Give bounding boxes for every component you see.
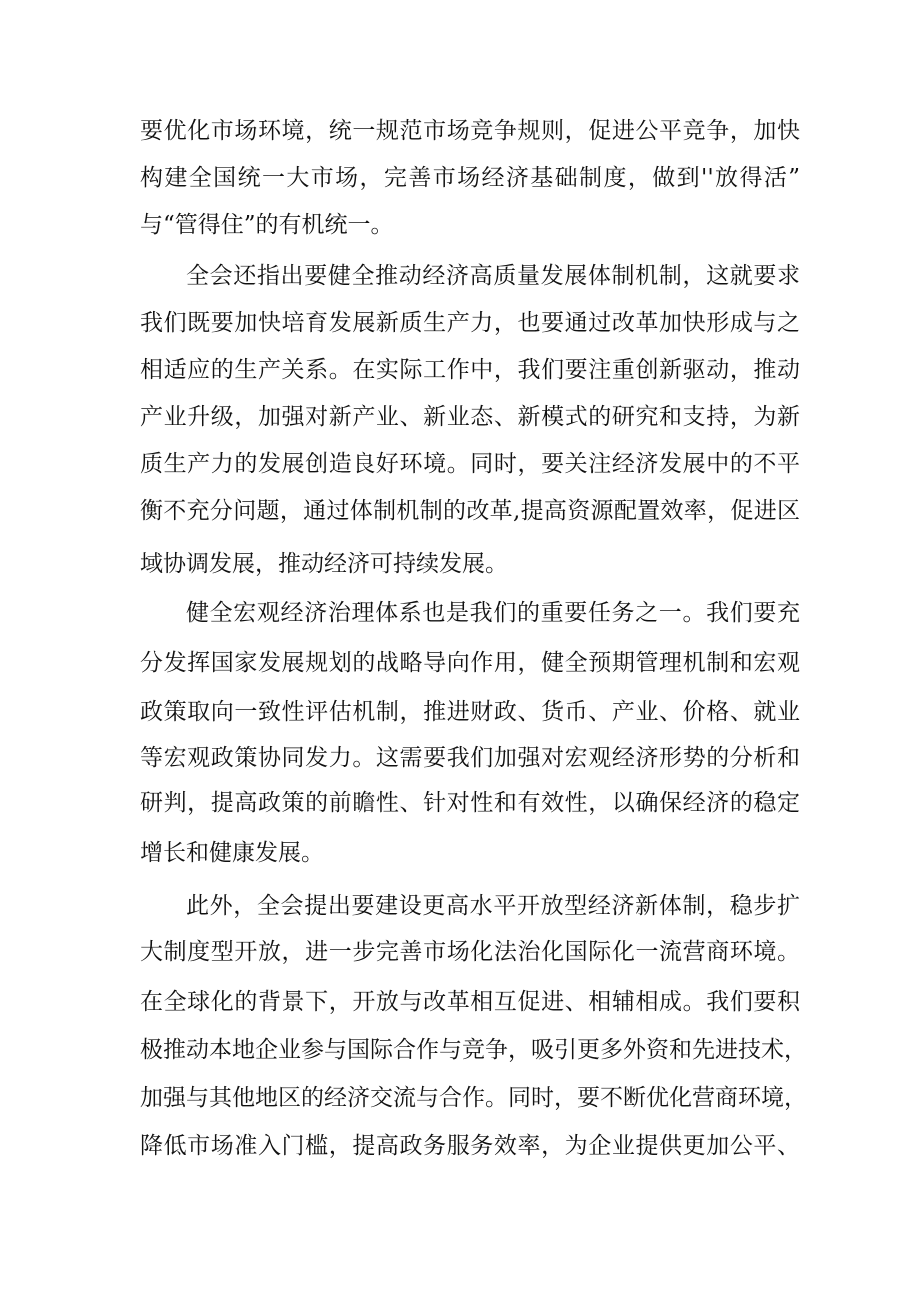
text-line: 构建全国统一大市场，完善市场经济基础制度，做到''放得活” <box>140 165 800 191</box>
text-line: 政策取向一致性评估机制，推进财政、货币、产业、价格、就业 <box>140 699 800 725</box>
text-line: 此外，全会提出要建设更高水平开放型经济新体制，稳步扩 <box>186 893 800 919</box>
text-line: 极推动本地企业参与国际合作与竞争，吸引更多外资和先进技术， <box>140 1037 807 1063</box>
text-line: 大制度型开放，进一步完善市场化法治化国际化一流营商环境。 <box>140 939 800 965</box>
text-line: 相适应的生产关系。在实际工作中，我们要注重创新驱动，推动 <box>140 357 800 383</box>
text-line: 质生产力的发展创造良好环境。同时，要关注经济发展中的不平 <box>140 451 800 477</box>
text-line: 我们既要加快培育发展新质生产力，也要通过改革加快形成与之 <box>140 310 800 336</box>
text-line: 全会还指出要健全推动经济高质量发展体制机制，这就要求 <box>186 263 800 289</box>
text-line: 研判，提高政策的前瞻性、针对性和有效性，以确保经济的稳定 <box>140 790 800 816</box>
text-line: 健全宏观经济治理体系也是我们的重要任务之一。我们要充 <box>186 600 800 626</box>
text-line: 在全球化的背景下，开放与改革相互促进、相辅相成。我们要积 <box>140 989 800 1015</box>
text-line: 与“管得住”的有机统一。 <box>140 212 394 238</box>
text-line: 产业升级，加强对新产业、新业态、新模式的研究和支持，为新 <box>140 404 800 430</box>
text-line: 等宏观政策协同发力。这需要我们加强对宏观经济形势的分析和 <box>140 745 800 771</box>
text-line: 衡不充分问题，通过体制机制的改革,提高资源配置效率，促进区 <box>140 498 800 524</box>
text-line: 要优化市场环境，统一规范市场竞争规则，促进公平竞争，加快 <box>140 118 800 144</box>
text-line: 加强与其他地区的经济交流与合作。同时，要不断优化营商环境， <box>140 1085 807 1111</box>
text-line: 增长和健康发展。 <box>140 840 324 866</box>
text-line: 域协调发展，推动经济可持续发展。 <box>140 551 508 577</box>
text-line: 分发挥国家发展规划的战略导向作用，健全预期管理机制和宏观 <box>140 650 800 676</box>
text-line: 降低市场准入门槛，提高政务服务效率，为企业提供更加公平、 <box>140 1133 800 1159</box>
